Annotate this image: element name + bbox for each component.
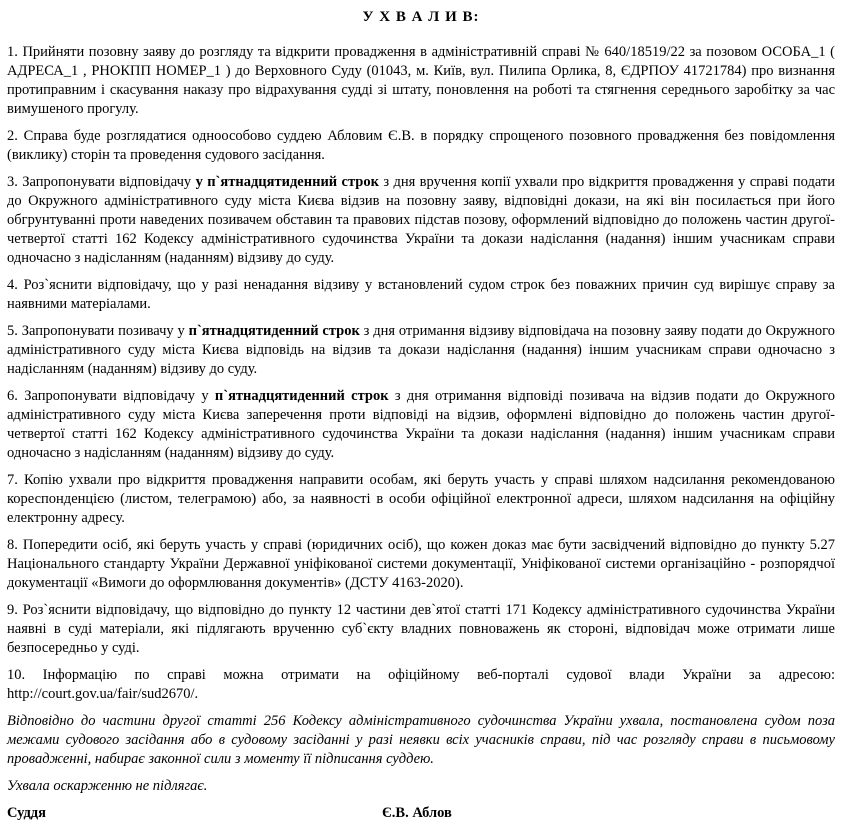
body-text: 4. Роз`яснити відповідачу, що у разі ненадання відзиву у встановлений судом строк без поважних причин суд вирішує справу за наявними матеріалами.	[7, 277, 835, 312]
ruling-paragraphs	[7, 43, 835, 796]
ruling-paragraph-11	[7, 712, 835, 769]
signature-row	[7, 804, 835, 823]
body-text: Відповідно до частини другої статті 256 Кодексу адміністративного судочинства України ухвала, постановлена судом поза межами судового засідання або в судовому засіданні у разі неявки всіх учасників справи, під час розгляду справи в письмовому провадженні, набирає законної сили з моменту її підписання суддею.	[7, 713, 835, 767]
body-text: 1. Прийняти позовну заяву до розгляду та відкрити провадження в адміністративній справі № 640/18519/22 за позовом ОСОБА_1 ( АДРЕСА_1 , РНОКПП НОМЕР_1 ) до Верховного Суду (01043, м. Київ, вул. Пилипа Орлика, 8, ЄДРПОУ 41721784) про визнання протиправним і скасування наказу про відрахування судді зі штату, поновлення на роботі та стягнення середнього заробітку за час вимушеного прогулу.	[7, 44, 835, 117]
body-text: 8. Попередити осіб, які беруть участь у справі (юридичних осіб), що кожен доказ має бути засвідчений відповідно до пункту 5.27 Національного стандарту України Державної уніфікованої системи документації, Уніфікованої системи організаційно - розпорядчої документації «Вимоги до оформлювання документів» (ДСТУ 4163-2020).	[7, 537, 835, 591]
court-ruling-document	[7, 8, 835, 823]
ruling-paragraph-4	[7, 276, 835, 314]
ruling-paragraph-2	[7, 127, 835, 165]
ruling-paragraph-12	[7, 777, 835, 796]
body-text: 3. Запропонувати відповідачу	[7, 174, 196, 190]
ruling-paragraph-6	[7, 387, 835, 463]
body-text: 6. Запропонувати відповідачу у	[7, 388, 215, 404]
ruling-paragraph-10	[7, 666, 835, 704]
body-text: з дня отримання відзиву відповідача на позовну заяву подати до Окружного адміністративного суду міста Києва відповідь на відзив та докази надіслання (надання) іншим учасникам справи одночасно з надісланням (наданням) відзиву до суду.	[7, 323, 836, 377]
ruling-paragraph-3	[7, 173, 835, 268]
ruling-paragraph-7	[7, 471, 835, 528]
body-text: 7. Копію ухвали про відкриття провадження направити особам, які беруть участь у справі шляхом надсилання рекомендованою кореспонденцією (листом, телеграмою) або, за наявності в особи офіційної електронної адреси, шляхом надсилання на офіційну електронну адресу.	[7, 472, 835, 526]
ruling-paragraph-9	[7, 601, 835, 658]
judge-role-label: Суддя	[7, 805, 46, 821]
judge-name: Є.В. Аблов	[381, 805, 452, 821]
ruling-paragraph-1	[7, 43, 835, 119]
document-title: У Х В А Л И В:	[362, 9, 480, 25]
body-text: Ухвала оскарженню не підлягає.	[7, 778, 208, 794]
body-text: з дня отримання відповіді позивача на відзив подати до Окружного адміністративного суду міста Києва заперечення проти відповіді на відзив, оформлені відповідно до положень частин другої-четвертої статті 162 Кодексу адміністративного судочинства України та докази надіслання (надання) іншим учасникам справи одночасно з надісланням (наданням) відзиву до суду.	[7, 388, 835, 461]
emphasis-text: у п`ятнадцятиденний строк	[195, 174, 379, 190]
emphasis-text: п`ятнадцятиденний строк	[214, 388, 389, 404]
ruling-paragraph-5	[7, 322, 835, 379]
ruling-paragraph-8	[7, 536, 835, 593]
body-text: 10. Інформацію по справі можна отримати на офіційному веб-порталі судової влади України за адресою: http://court.gov.ua/fair/sud2670/.	[7, 667, 835, 702]
body-text: з дня вручення копії ухвали про відкриття провадження у справі подати до Окружного адміністративного суду міста Києва відзив на позовну заяву, відповідні докази, на які він посилається при його обгрунтуванні проти наведених позивачем обставин та правових підстав позову, оформлений відповідно до положень частин другої-четвертої статті 162 Кодексу адміністративного судочинства України та докази надіслання (надання) іншим учасникам справи одночасно з надісланням (наданням) відзиву до суду.	[7, 174, 836, 266]
body-text: 2. Справа буде розглядатися одноособово суддею Абловим Є.В. в порядку спрощеного позовного провадження без повідомлення (виклику) сторін та проведення судового засідання.	[7, 128, 835, 163]
body-text: 9. Роз`яснити відповідачу, що відповідно до пункту 12 частини дев`ятої статті 171 Кодексу адміністративного судочинства України наявні в суді матеріали, які підлягають врученню суб`єкту владних повноважень як стороні, відповідач може отримати лише безпосередньо у суді.	[7, 602, 835, 656]
body-text: 5. Запропонувати позивачу у	[7, 323, 189, 339]
emphasis-text: п`ятнадцятиденний строк	[188, 323, 360, 339]
